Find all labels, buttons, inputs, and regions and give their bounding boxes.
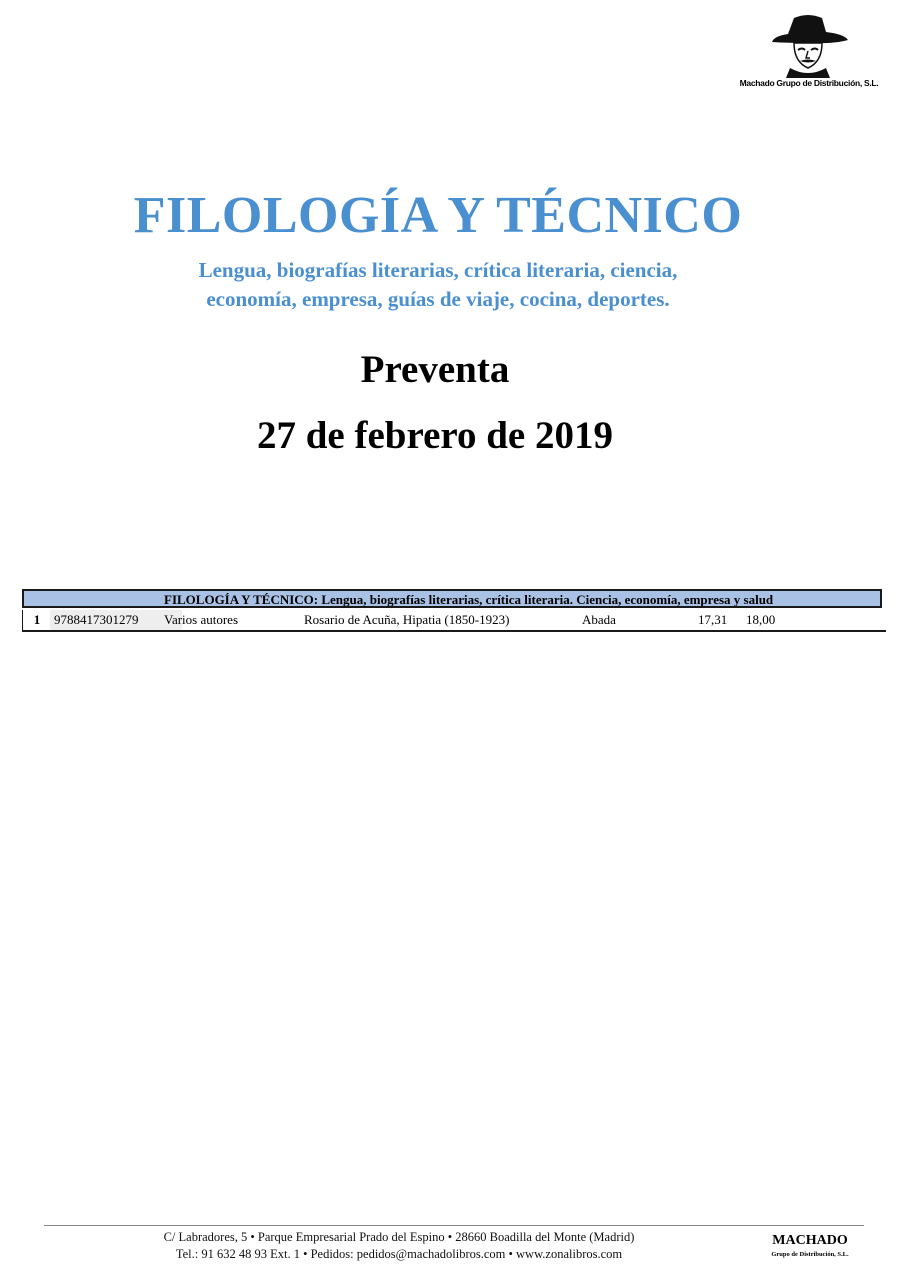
- footer-info: [44, 1229, 754, 1263]
- footer-contact: Tel.: 91 632 48 93 Ext. 1 • Pedidos: pedidos@machadolibros.com • www.zonalibros.com: [175, 1247, 623, 1261]
- row-publisher: Abada: [582, 612, 616, 627]
- row-price-pvp: 18,00: [746, 612, 776, 627]
- footer-brand: MACHADO: [772, 1233, 848, 1248]
- logo-text: Machado Grupo de Distribución, S.L.: [739, 78, 879, 88]
- table-row: [22, 610, 886, 632]
- page-subtitle: [0, 256, 876, 314]
- table-section-header: FILOLOGÍA Y TÉCNICO: Lengua, biografías literarias, crítica literaria. Ciencia, economía, empresa y salud: [22, 589, 882, 608]
- footer-divider: [44, 1225, 864, 1226]
- row-price-net: 17,31: [698, 612, 728, 627]
- footer-address: C/ Labradores, 5 • Parque Empresarial Prado del Espino • 28660 Boadilla del Monte (Madrid): [163, 1230, 635, 1244]
- subtitle-line-2: economía, empresa, guías de viaje, cocina, deportes.: [206, 287, 670, 311]
- footer-brand-subtitle: Grupo de Distribución, S.L.: [771, 1251, 849, 1258]
- man-with-hat-icon: [764, 12, 854, 78]
- row-isbn: 9788417301279: [54, 612, 139, 627]
- page-title: FILOLOGÍA Y TÉCNICO: [133, 187, 743, 244]
- company-logo: [736, 12, 882, 92]
- presale-date: 27 de febrero de 2019: [256, 414, 613, 457]
- preventa-heading: Preventa: [360, 348, 510, 391]
- row-author: Varios autores: [164, 612, 239, 627]
- subtitle-line-1: Lengua, biografías literarias, crítica literaria, ciencia,: [198, 258, 678, 282]
- row-title: Rosario de Acuña, Hipatia (1850-1923): [304, 612, 510, 627]
- row-index: 1: [22, 610, 51, 630]
